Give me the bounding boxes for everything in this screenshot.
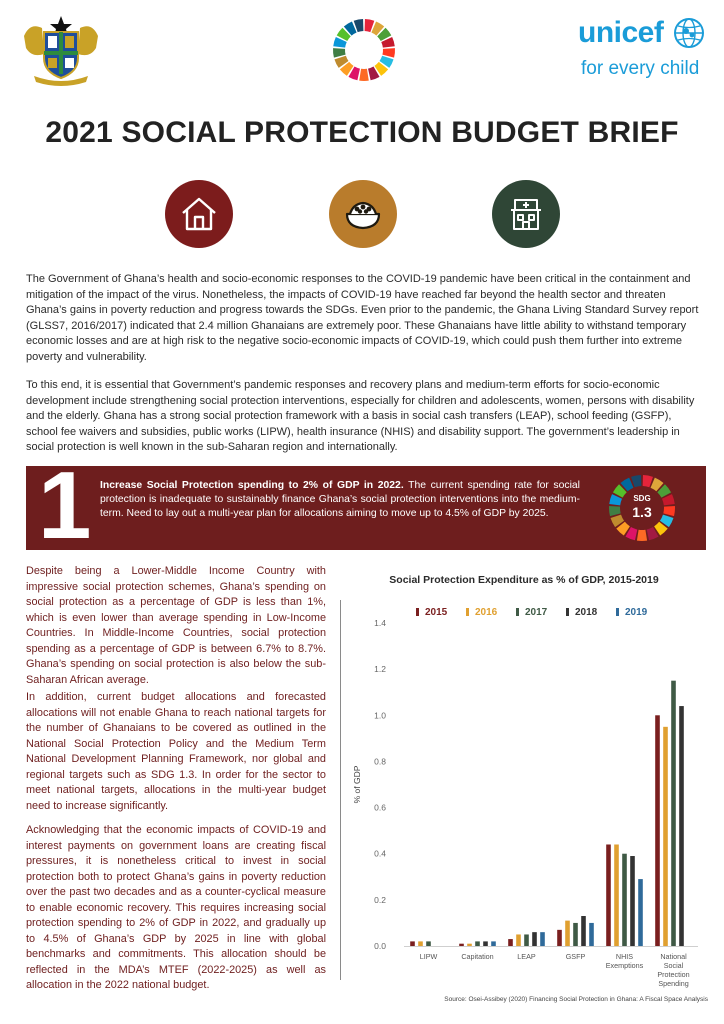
legend-swatch <box>566 608 569 616</box>
bar <box>418 941 423 946</box>
unicef-globe-icon <box>673 17 705 49</box>
sdg-wheel-segment <box>359 69 369 81</box>
sdg-wheel-segment <box>663 506 675 516</box>
house-icon <box>165 180 233 248</box>
legend-swatch <box>616 608 619 616</box>
y-tick-label: 0.4 <box>374 848 386 859</box>
sdg-badge-center <box>621 487 663 529</box>
y-tick-label: 1.4 <box>374 618 386 628</box>
bar <box>426 941 431 946</box>
legend-label: 2016 <box>475 607 498 618</box>
legend-label: 2015 <box>425 607 448 618</box>
sdg-wheel-segment <box>637 530 647 541</box>
sdg-badge-value: 1.3 <box>632 504 652 520</box>
intro-paragraph-1: The Government of Ghana’s health and socio-economic responses to the COVID-19 pandemic have been critical in the containment and mitigation of the impact of the virus. Nonetheless, the impacts of COVID-19 have reached far beyond the health sector and threaten Ghana’s gains in poverty reduction and progress towards the SDGs. Even prior to the pandemic, the Ghana Living Standard Survey report (GLSS7, 2016/2017) indicated that 2.4 million Ghanaians are extremely poor. These Ghanaians have little ability to withstand temporary economic losses and are at high risk to the negative socio-economic impacts of COVID-19, which could push them further into extreme poverty and vulnerability. <box>26 273 699 363</box>
sdg-wheel-segment <box>382 48 395 58</box>
bar <box>557 930 562 946</box>
y-tick-label: 0.6 <box>374 802 386 813</box>
legend-swatch <box>516 608 519 616</box>
body-paragraph-2: In addition, current budget allocations and forecasted allocations will not enable Ghana to reach national targets for the number of Ghanaians to be covered as outlined in the National Social Protection Policy and the Medium Term National Development Planning Framework, nor global and regional targets such as SDG 1.3. In order for the sector to meet national targets, allocations in the multi-year budget need to increase significantly. <box>26 691 326 812</box>
health-clinic-icon <box>492 180 560 248</box>
intro-paragraph-2: To this end, it is essential that Government’s pandemic responses and recovery plans and medium-term efforts for socio-economic development include strengthening social protection interventions, especially for children and adolescents, women, persons with disability and the elderly. Ghana has a strong social protection framework with a basis in social cash transfers (LEAP), school feeding (GSFP), school fee waivers and subsidies, public works (LIPW), health insurance (NHIS) and disability support. The government’s leadership in social protection is well known in the sub-Saharan region and internationally. <box>26 379 695 454</box>
source-note: Source: Osei-Assibey (2020) Financing Social Protection in Ghana: A Fiscal Space Analysis <box>444 996 708 1003</box>
bar <box>459 944 464 946</box>
bar <box>679 706 684 946</box>
x-category-label: NHIS Exemptions <box>605 952 644 970</box>
food-bowl-icon <box>329 180 397 248</box>
recommendation-number: 1 <box>38 452 92 559</box>
y-tick-label: 1.2 <box>374 664 386 675</box>
sdg-wheel-segment <box>631 475 641 487</box>
sdg-badge <box>608 474 676 542</box>
bar <box>630 856 635 946</box>
unicef-tagline: for every child <box>581 58 700 79</box>
bar <box>483 941 488 946</box>
recommendation-text <box>100 479 580 522</box>
bar <box>573 923 578 946</box>
recommendation-banner <box>26 452 706 559</box>
legend-swatch <box>466 608 469 616</box>
sdg-wheel-segment <box>609 506 621 516</box>
bar <box>671 681 676 946</box>
bar <box>638 879 643 946</box>
bar <box>516 934 521 946</box>
x-category-label: National Social Protection Spending <box>657 952 690 988</box>
legend-label: 2019 <box>625 607 648 618</box>
sdg-logo-icon <box>332 18 396 82</box>
x-category-label: LEAP <box>517 952 536 961</box>
x-category-label: LIPW <box>419 952 438 961</box>
legend-label: 2018 <box>575 607 598 618</box>
recommendation-headline: Increase Social Protection spending to 2% of GDP in 2022. <box>100 480 404 491</box>
column-divider <box>340 600 341 980</box>
page-title: 2021 SOCIAL PROTECTION BUDGET BRIEF <box>45 116 679 149</box>
bar <box>475 941 480 946</box>
bar <box>606 844 611 946</box>
y-axis-label: % of GDP <box>352 765 362 804</box>
unicef-wordmark: unicef <box>578 16 664 49</box>
x-category-label: GSFP <box>565 952 586 961</box>
y-tick-label: 0.2 <box>374 894 386 905</box>
sdg-badge-label: SDG <box>633 494 651 503</box>
sdg-wheel-segment <box>643 475 653 487</box>
bar <box>508 939 513 946</box>
body-paragraph-1: Despite being a Lower-Middle Income Country with impressive social protection schemes, Ghana’s spending on social protection as a percentage of GDP is less than 1%, which is even lower than average spending in Low-Income Countries. In Middle-Income Countries, social protection spending as a percentage of GDP is between 6.7% to 8.7%. Ghana’s spending on social protection is also below the sub-Saharan African average. <box>26 565 326 686</box>
legend-swatch <box>416 608 419 616</box>
recommendation-body: The current spending rate for social protection is inadequate to sustainably finance Ghana’s social protection interventions into the medium-term. Need to lay out a multi-year plan for allocations aiming to move up to 4.5% of GDP by 2025. <box>100 480 580 520</box>
bar <box>622 854 627 946</box>
unicef-logo <box>578 14 708 84</box>
bar <box>410 941 415 946</box>
sdg-wheel-segment <box>333 48 346 58</box>
legend-label: 2017 <box>525 607 548 618</box>
bar <box>467 944 472 946</box>
bar <box>589 923 594 946</box>
y-tick-label: 0.8 <box>374 756 386 767</box>
ghana-coat-of-arms-icon <box>20 14 102 86</box>
body-paragraph-3: Acknowledging that the economic impacts of COVID-19 and interest payments on government loans are creating fiscal pressures, it is nonetheless critical to invest in social protection both to protect Ghana’s gains in poverty reduction over the past two decades and as a counter-cyclical measure to enable economic recovery. This requires increasing social protection spending to 2% of GDP in 2022, and gradually up to 4.5% of Ghana’s GDP by 2025 in line with global benchmarks and commitments. This allocation should be reflected in the MDA’s MTEF (2022-2025) as well as allocation in the 2022 national budget. <box>26 824 326 991</box>
bar <box>524 934 529 946</box>
expenditure-bar-chart <box>346 598 706 990</box>
bar <box>540 932 545 946</box>
bar <box>581 916 586 946</box>
bar <box>491 941 496 946</box>
y-tick-label: 1.0 <box>374 710 386 721</box>
bar <box>663 727 668 946</box>
bar <box>614 844 619 946</box>
x-category-label: Capitation <box>461 952 494 961</box>
bar <box>532 932 537 946</box>
chart-title: Social Protection Expenditure as % of GDP, 2015-2019 <box>389 574 659 586</box>
bar <box>565 921 570 946</box>
bar <box>655 715 660 946</box>
y-tick-label: 0.0 <box>374 941 386 951</box>
